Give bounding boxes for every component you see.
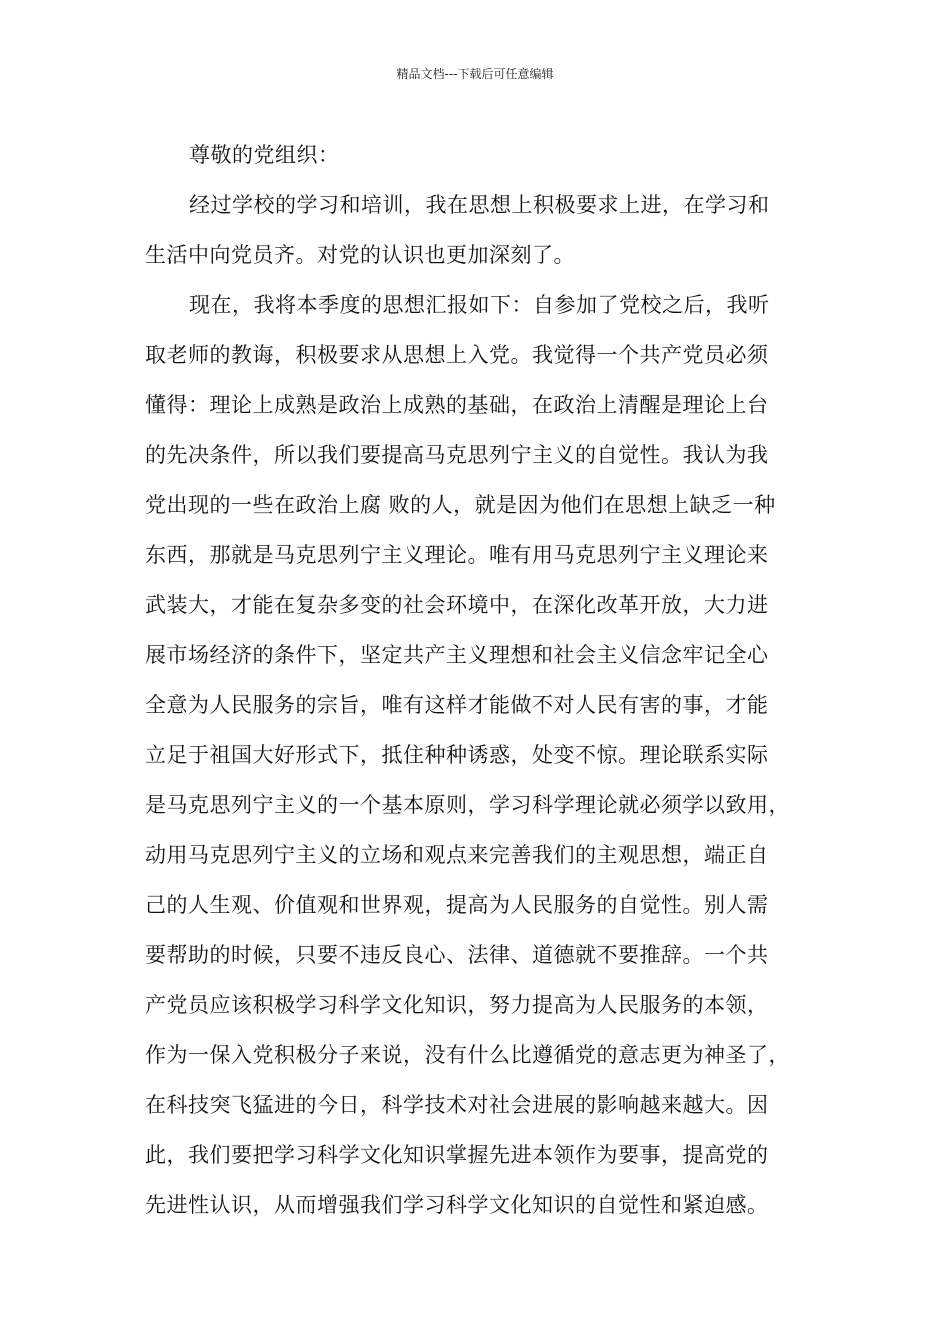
text-line: 先进性认识，从而增强我们学习科学文化知识的自觉性和紧迫感。 bbox=[145, 1193, 769, 1217]
text-line: 产党员应该积极学习科学文化知识，努力提高为人民服务的本领， bbox=[145, 993, 769, 1017]
document-body bbox=[145, 130, 830, 1230]
text-line: 动用马克思列宁主义的立场和观点来完善我们的主观思想，端正自 bbox=[145, 843, 769, 867]
text-line: 生活中向党员齐。对党的认识也更加深刻了。 bbox=[145, 243, 575, 267]
salutation-line: 尊敬的党组织： bbox=[189, 143, 340, 167]
text-line: 现在，我将本季度的思想汇报如下：自参加了党校之后，我听 bbox=[189, 293, 770, 317]
text-line: 懂得：理论上成熟是政治上成熟的基础，在政治上清醒是理论上台 bbox=[145, 393, 769, 417]
text-line: 作为一保入党积极分子来说，没有什么比遵循党的意志更为神圣了， bbox=[145, 1043, 790, 1067]
text-line: 己的人生观、价值观和世界观，提高为人民服务的自觉性。别人需 bbox=[145, 893, 769, 917]
text-line: 是马克思列宁主义的一个基本原则，学习科学理论就必须学以致用， bbox=[145, 793, 790, 817]
text-line: 党出现的一些在政治上腐 败的人，就是因为他们在思想上缺乏一种 bbox=[145, 493, 776, 517]
text-line: 要帮助的时候，只要不违反良心、法律、道德就不要推辞。一个共 bbox=[145, 943, 769, 967]
text-line: 取老师的教诲，积极要求从思想上入党。我觉得一个共产党员必须 bbox=[145, 343, 769, 367]
text-line: 武装大，才能在复杂多变的社会环境中，在深化改革开放，大力进 bbox=[145, 593, 769, 617]
text-line: 立足于祖国大好形式下，抵住种种诱惑，处变不惊。理论联系实际 bbox=[145, 743, 769, 767]
text-line: 经过学校的学习和培训，我在思想上积极要求上进，在学习和 bbox=[189, 193, 770, 217]
text-line: 全意为人民服务的宗旨，唯有这样才能做不对人民有害的事，才能 bbox=[145, 693, 769, 717]
text-line: 的先决条件，所以我们要提高马克思列宁主义的自觉性。我认为我 bbox=[145, 443, 769, 467]
page-header: 精品文档---下载后可任意编辑 bbox=[396, 67, 554, 81]
text-line: 在科技突飞猛进的今日，科学技术对社会进展的影响越来越大。因 bbox=[145, 1093, 769, 1117]
text-line: 此，我们要把学习科学文化知识掌握先进本领作为要事，提高党的 bbox=[145, 1143, 769, 1167]
text-line: 展市场经济的条件下，坚定共产主义理想和社会主义信念牢记全心 bbox=[145, 643, 769, 667]
text-line: 东西，那就是马克思列宁主义理论。唯有用马克思列宁主义理论来 bbox=[145, 543, 769, 567]
